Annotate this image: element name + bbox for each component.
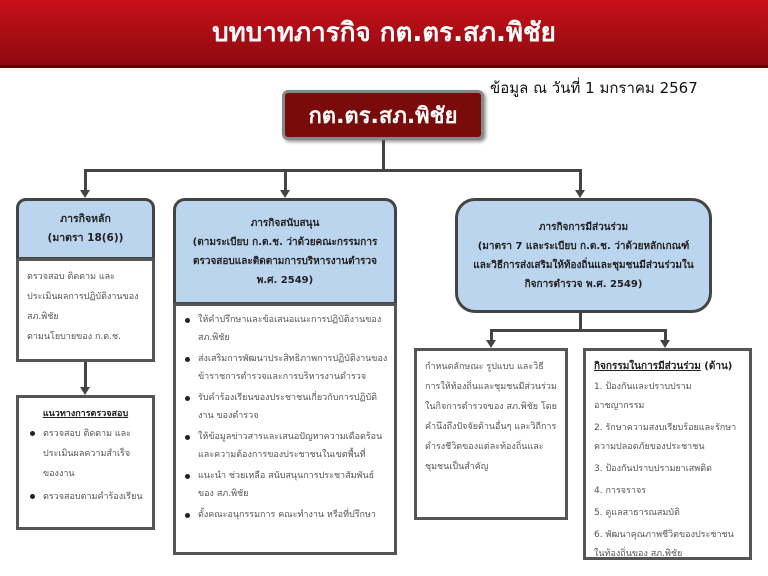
participation-mission-title: ภารกิจการมีส่วนร่วม — [538, 221, 629, 233]
header-bar — [0, 0, 768, 68]
connector — [382, 140, 385, 170]
connector — [579, 169, 582, 191]
main-mission-subtitle: (มาตรา 18(6)) — [47, 232, 124, 244]
participation-method-text: กำหนดลักษณะ รูปแบบ และวิธีการให้ท้องถิ่นและชุมชนมีส่วนร่วมในกิจการตำรวจของ สภ.พิชัย โดยคำนึงถึงปัจจัยด้านอื่นๆ และวิถีการดำรงชีวิตของแต่ละท้องถิ่นและชุมชนเป็นสำคัญ — [425, 362, 557, 472]
main-mission-title: ภารกิจหลัก — [60, 213, 111, 225]
support-mission-body — [173, 303, 397, 555]
arrow-icon — [80, 190, 90, 198]
list-item: รับคำร้องเรียนของประชาชนเกี่ยวกับการปฏิบัติงาน ของตำรวจ — [182, 389, 388, 425]
activities-box — [583, 348, 752, 560]
connector — [84, 362, 87, 388]
participation-mission-subtitle: (มาตรา 7 และระเบียบ ก.ต.ช. ว่าด้วยหลักเกณฑ์และวิธีการส่งเสริมให้ท้องถิ่นและชุมชนมีส่วนร่วมในกิจการตำรวจ พ.ศ. 2549) — [473, 240, 694, 290]
connector — [84, 169, 582, 172]
main-mission-header — [16, 198, 155, 260]
list-item: 6. พัฒนาคุณภาพชีวิตของประชาชนในท้องถิ่นของ สภ.พิชัย — [594, 530, 734, 559]
support-mission-title: ภารกิจสนับสนุน — [250, 217, 320, 229]
arrow-icon — [486, 340, 496, 348]
main-mission-body — [16, 258, 155, 362]
list-item: ตรวจสอบ ติดตาม และประเมินผลความสำเร็จของงาน — [27, 424, 144, 484]
list-item: 3. ป้องกันปราบปรามยาเสพติด — [594, 464, 712, 474]
connector — [284, 169, 287, 191]
list-item: แนะนำ ช่วยเหลือ สนับสนุนการประชาสัมพันธ์ของ สภ.พิชัย — [182, 467, 388, 503]
list-item: 4. การจราจร — [594, 486, 647, 496]
root-node: กต.ตร.สภ.พิชัย — [282, 90, 484, 140]
inspection-title: แนวทางการตรวจสอบ — [42, 409, 129, 419]
list-item: ตั้งคณะอนุกรรมการ คณะทำงาน หรือที่ปรึกษา — [182, 506, 388, 524]
activities-suffix: (ด้าน) — [700, 361, 733, 372]
support-mission-header — [173, 198, 397, 305]
arrow-icon — [280, 190, 290, 198]
list-item: ให้ข้อมูลข่าวสารและเสนอปัญหาความเดือดร้อนและความต้องการของประชาชนในเขตพื้นที่ — [182, 428, 388, 464]
participation-mission-header — [455, 198, 712, 313]
arrow-icon — [80, 387, 90, 395]
list-item: 5. ดูแลสาธารณสมบัติ — [594, 508, 680, 518]
body-text: ตรวจสอบ ติดตาม และประเมินผลการปฏิบัติงานของ สภ.พิชัย — [27, 272, 139, 322]
activities-title: กิจกรรมในการมีส่วนร่วม — [594, 361, 701, 372]
connector — [490, 329, 667, 332]
arrow-icon — [660, 340, 670, 348]
list-item: 2. รักษาความสงบเรียบร้อยและรักษาความปลอดภัยของประชาชน — [594, 423, 737, 452]
list-item: ให้คำปรึกษาและข้อเสนอแนะการปฏิบัติงานของ สภ.พิชัย — [182, 311, 388, 347]
body-text: ตามนโยบายของ ก.ต.ช. — [27, 332, 121, 342]
list-item: ส่งเสริมการพัฒนาประสิทธิภาพการปฏิบัติงานของข้าราชการตำรวจและการบริหารงานตำรวจ — [182, 350, 388, 386]
connector — [84, 169, 87, 191]
participation-method-box — [414, 348, 568, 520]
date-note: ข้อมูล ณ วันที่ 1 มกราคม 2567 — [490, 79, 698, 97]
list-item: 1. ป้องกันและปราบปรามอาชญากรรม — [594, 382, 692, 411]
page-title: บทบาทภารกิจ กต.ตร.สภ.พิชัย — [212, 18, 556, 48]
arrow-icon — [575, 190, 585, 198]
support-mission-subtitle: (ตามระเบียบ ก.ต.ช. ว่าด้วยคณะกรรมการตรวจสอบและติดตามการบริหารงานตำรวจ พ.ศ. 2549) — [192, 236, 378, 286]
inspection-box — [16, 395, 155, 530]
list-item: ตรวจสอบตามคำร้องเรียน — [27, 487, 144, 507]
